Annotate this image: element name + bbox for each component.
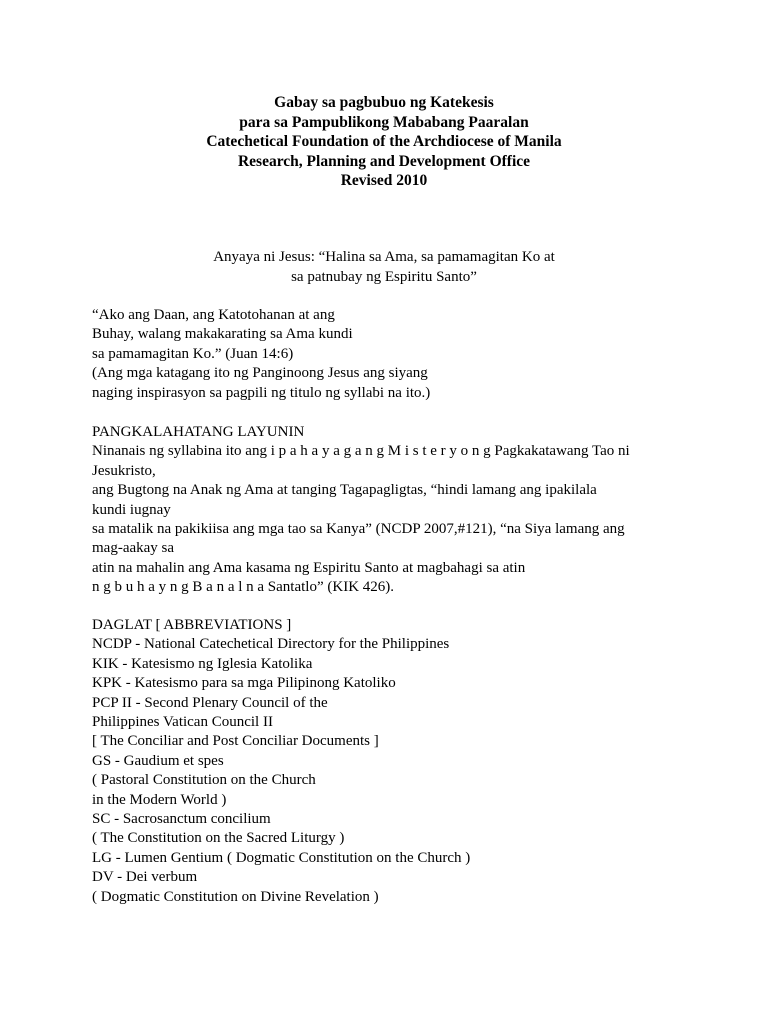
objective-line: atin na mahalin ang Ama kasama ng Espiritu Santo at magbahagi sa atin — [92, 559, 526, 576]
quote-note-line: naging inspirasyon sa pagpili ng titulo ng syllabi na ito.) — [92, 384, 431, 401]
abbreviation-item: LG - Lumen Gentium ( Dogmatic Constitution on the Church ) — [92, 849, 471, 866]
header-revision: Revised 2010 — [340, 172, 428, 190]
objective-section — [92, 423, 692, 598]
abbreviation-item: ( Pastoral Constitution on the Church — [92, 772, 316, 789]
header-subtitle: para sa Pampublikong Mababang Paaralan — [239, 113, 529, 131]
invitation-line: Anyaya ni Jesus: “Halina sa Ama, sa pamamagitan Ko at — [213, 249, 555, 265]
abbreviation-item: SC - Sacrosanctum concilium — [92, 811, 271, 828]
abbreviation-item: DV - Dei verbum — [92, 869, 198, 886]
abbreviations-section — [92, 616, 692, 907]
header-office: Research, Planning and Development Office — [237, 152, 531, 170]
abbreviation-item: GS - Gaudium et spes — [92, 752, 224, 769]
objective-line: Jesukristo, — [92, 462, 156, 479]
header-title: Gabay sa pagbubuo ng Katekesis — [274, 94, 494, 111]
objective-line: ang Bugtong na Anak ng Ama at tanging Tagapagligtas, “hindi lamang ang ipakilala — [92, 482, 597, 499]
invitation-line: sa patnubay ng Espiritu Santo” — [291, 269, 477, 285]
abbreviation-item: Philippines Vatican Council II — [92, 714, 273, 731]
header-organization: Catechetical Foundation of the Archdiocese of Manila — [206, 133, 562, 151]
abbreviation-item: PCP II - Second Plenary Council of the — [92, 694, 328, 711]
quote-line: sa pamamagitan Ko.” (Juan 14:6) — [92, 345, 294, 362]
objective-line: mag-aakay sa — [92, 540, 175, 557]
abbreviations-heading: DAGLAT [ ABBREVIATIONS ] — [92, 617, 292, 633]
abbreviation-item: ( Dogmatic Constitution on Divine Revelation ) — [92, 888, 379, 905]
objective-line: kundi iugnay — [92, 501, 171, 518]
abbreviation-item: ( The Constitution on the Sacred Liturgy ) — [92, 830, 345, 847]
quote-line: Buhay, walang makakarating sa Ama kundi — [92, 326, 353, 343]
abbreviation-item: KIK - Katesismo ng Iglesia Katolika — [92, 655, 313, 672]
quote-block — [92, 306, 692, 403]
invitation-text — [0, 247, 768, 287]
abbreviation-item: NCDP - National Catechetical Directory for the Philippines — [92, 636, 450, 653]
objective-line: sa matalik na pakikiisa ang mga tao sa Kanya” (NCDP 2007,#121), “na Siya lamang ang — [92, 521, 625, 538]
abbreviation-item: [ The Conciliar and Post Conciliar Documents ] — [92, 733, 379, 750]
quote-line: “Ako ang Daan, ang Katotohanan at ang — [92, 307, 335, 323]
quote-note-line: (Ang mga katagang ito ng Panginoong Jesus ang siyang — [92, 365, 428, 382]
abbreviation-item: in the Modern World ) — [92, 791, 227, 808]
document-header — [0, 93, 768, 191]
objective-heading: PANGKALAHATANG LAYUNIN — [92, 424, 305, 440]
objective-line: Ninanais ng syllabina ito ang i p a h a y a g a n g M i s t e r y o n g Pagkakatawang Tao ni — [92, 443, 630, 460]
abbreviation-item: KPK - Katesismo para sa mga Pilipinong Katoliko — [92, 675, 396, 692]
objective-line: n g b u h a y n g B a n a l n a Santatlo” (KIK 426). — [92, 579, 395, 596]
